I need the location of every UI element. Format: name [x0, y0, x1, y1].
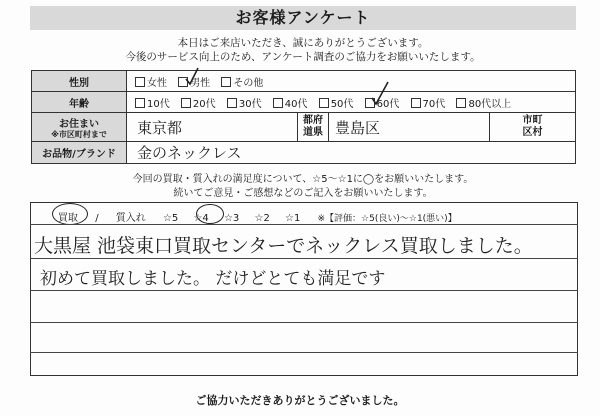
service-option-pawn[interactable]: 質入れ: [115, 213, 146, 224]
age-option-30s[interactable]: 30代: [227, 95, 262, 110]
city-value: 豊島区: [335, 118, 381, 137]
selected-rating-circle: [196, 204, 224, 224]
prefecture-value: 東京都: [137, 118, 183, 137]
rating-legend: ※【評価：☆5(良い)〜☆1(悪い)】: [317, 214, 457, 224]
intro-line-2: 今後のサービス向上のため、アンケート調査のご協力をお願いいたします。: [125, 51, 481, 63]
comment-line-4: [30, 322, 578, 323]
item-value: 金のネックレス: [137, 144, 242, 162]
intro-line-1: 本日はご来店いただき、誠にありがとうございます。: [177, 37, 429, 49]
gender-option-other[interactable]: その他: [221, 74, 263, 89]
address-note: ※市区町村まで: [51, 130, 107, 139]
rating-5[interactable]: ☆5: [162, 213, 179, 224]
comment-box[interactable]: [30, 202, 578, 376]
comment-text-1: 大黒屋 池袋東口買取センターでネックレス買取しました。: [34, 235, 533, 257]
rating-1[interactable]: ☆1: [285, 213, 301, 224]
age-option-60s[interactable]: 60代: [365, 95, 400, 110]
rating-2[interactable]: ☆2: [254, 213, 270, 224]
satisfaction-intro-1: 今回の買取・質入れの満足度について、☆5〜☆1に◯をお願いいたします。: [132, 174, 474, 185]
comment-line-5: [30, 352, 578, 353]
comment-text-2: 初めて買取しました。 だけどとても満足です: [40, 269, 386, 289]
gender-option-male[interactable]: 男性: [178, 74, 210, 89]
age-option-70s[interactable]: 70代: [411, 95, 446, 110]
rating-3[interactable]: ☆3: [223, 213, 240, 224]
comment-line-2: [30, 258, 578, 259]
separator: /: [95, 213, 99, 224]
comment-line-3: [30, 290, 578, 291]
selected-service-circle: [52, 203, 88, 225]
rating-4[interactable]: ☆4: [193, 213, 209, 224]
age-label: 年齢: [32, 92, 127, 113]
comment-line-1: [30, 224, 578, 225]
satisfaction-intro-2: 続いてご意見・ご感想などのご記入をお願いいたします。: [173, 188, 433, 199]
service-option-purchase[interactable]: 買取: [58, 213, 78, 224]
age-option-10s[interactable]: 10代: [135, 95, 170, 110]
survey-title: お客様アンケート: [30, 6, 576, 30]
check-mark-male: [186, 68, 198, 84]
item-label: お品物/ブランド: [32, 142, 127, 164]
check-mark-60s: [372, 82, 388, 104]
age-option-20s[interactable]: 20代: [181, 95, 216, 110]
age-option-50s[interactable]: 50代: [319, 95, 354, 110]
age-option-80s-plus[interactable]: 80代以上: [456, 95, 511, 110]
rating-row: [58, 209, 578, 224]
age-option-40s[interactable]: 40代: [273, 95, 308, 110]
gender-option-female[interactable]: 女性: [135, 74, 167, 89]
gender-label: 性別: [32, 71, 127, 92]
prefecture-suffix: 都府 道県: [298, 113, 329, 142]
city-suffix: 市町 区村: [490, 113, 576, 142]
address-label: お住まい ※市区町村まで: [32, 113, 127, 142]
footer-thanks: ご協力いただきありがとうございました。: [195, 394, 405, 407]
